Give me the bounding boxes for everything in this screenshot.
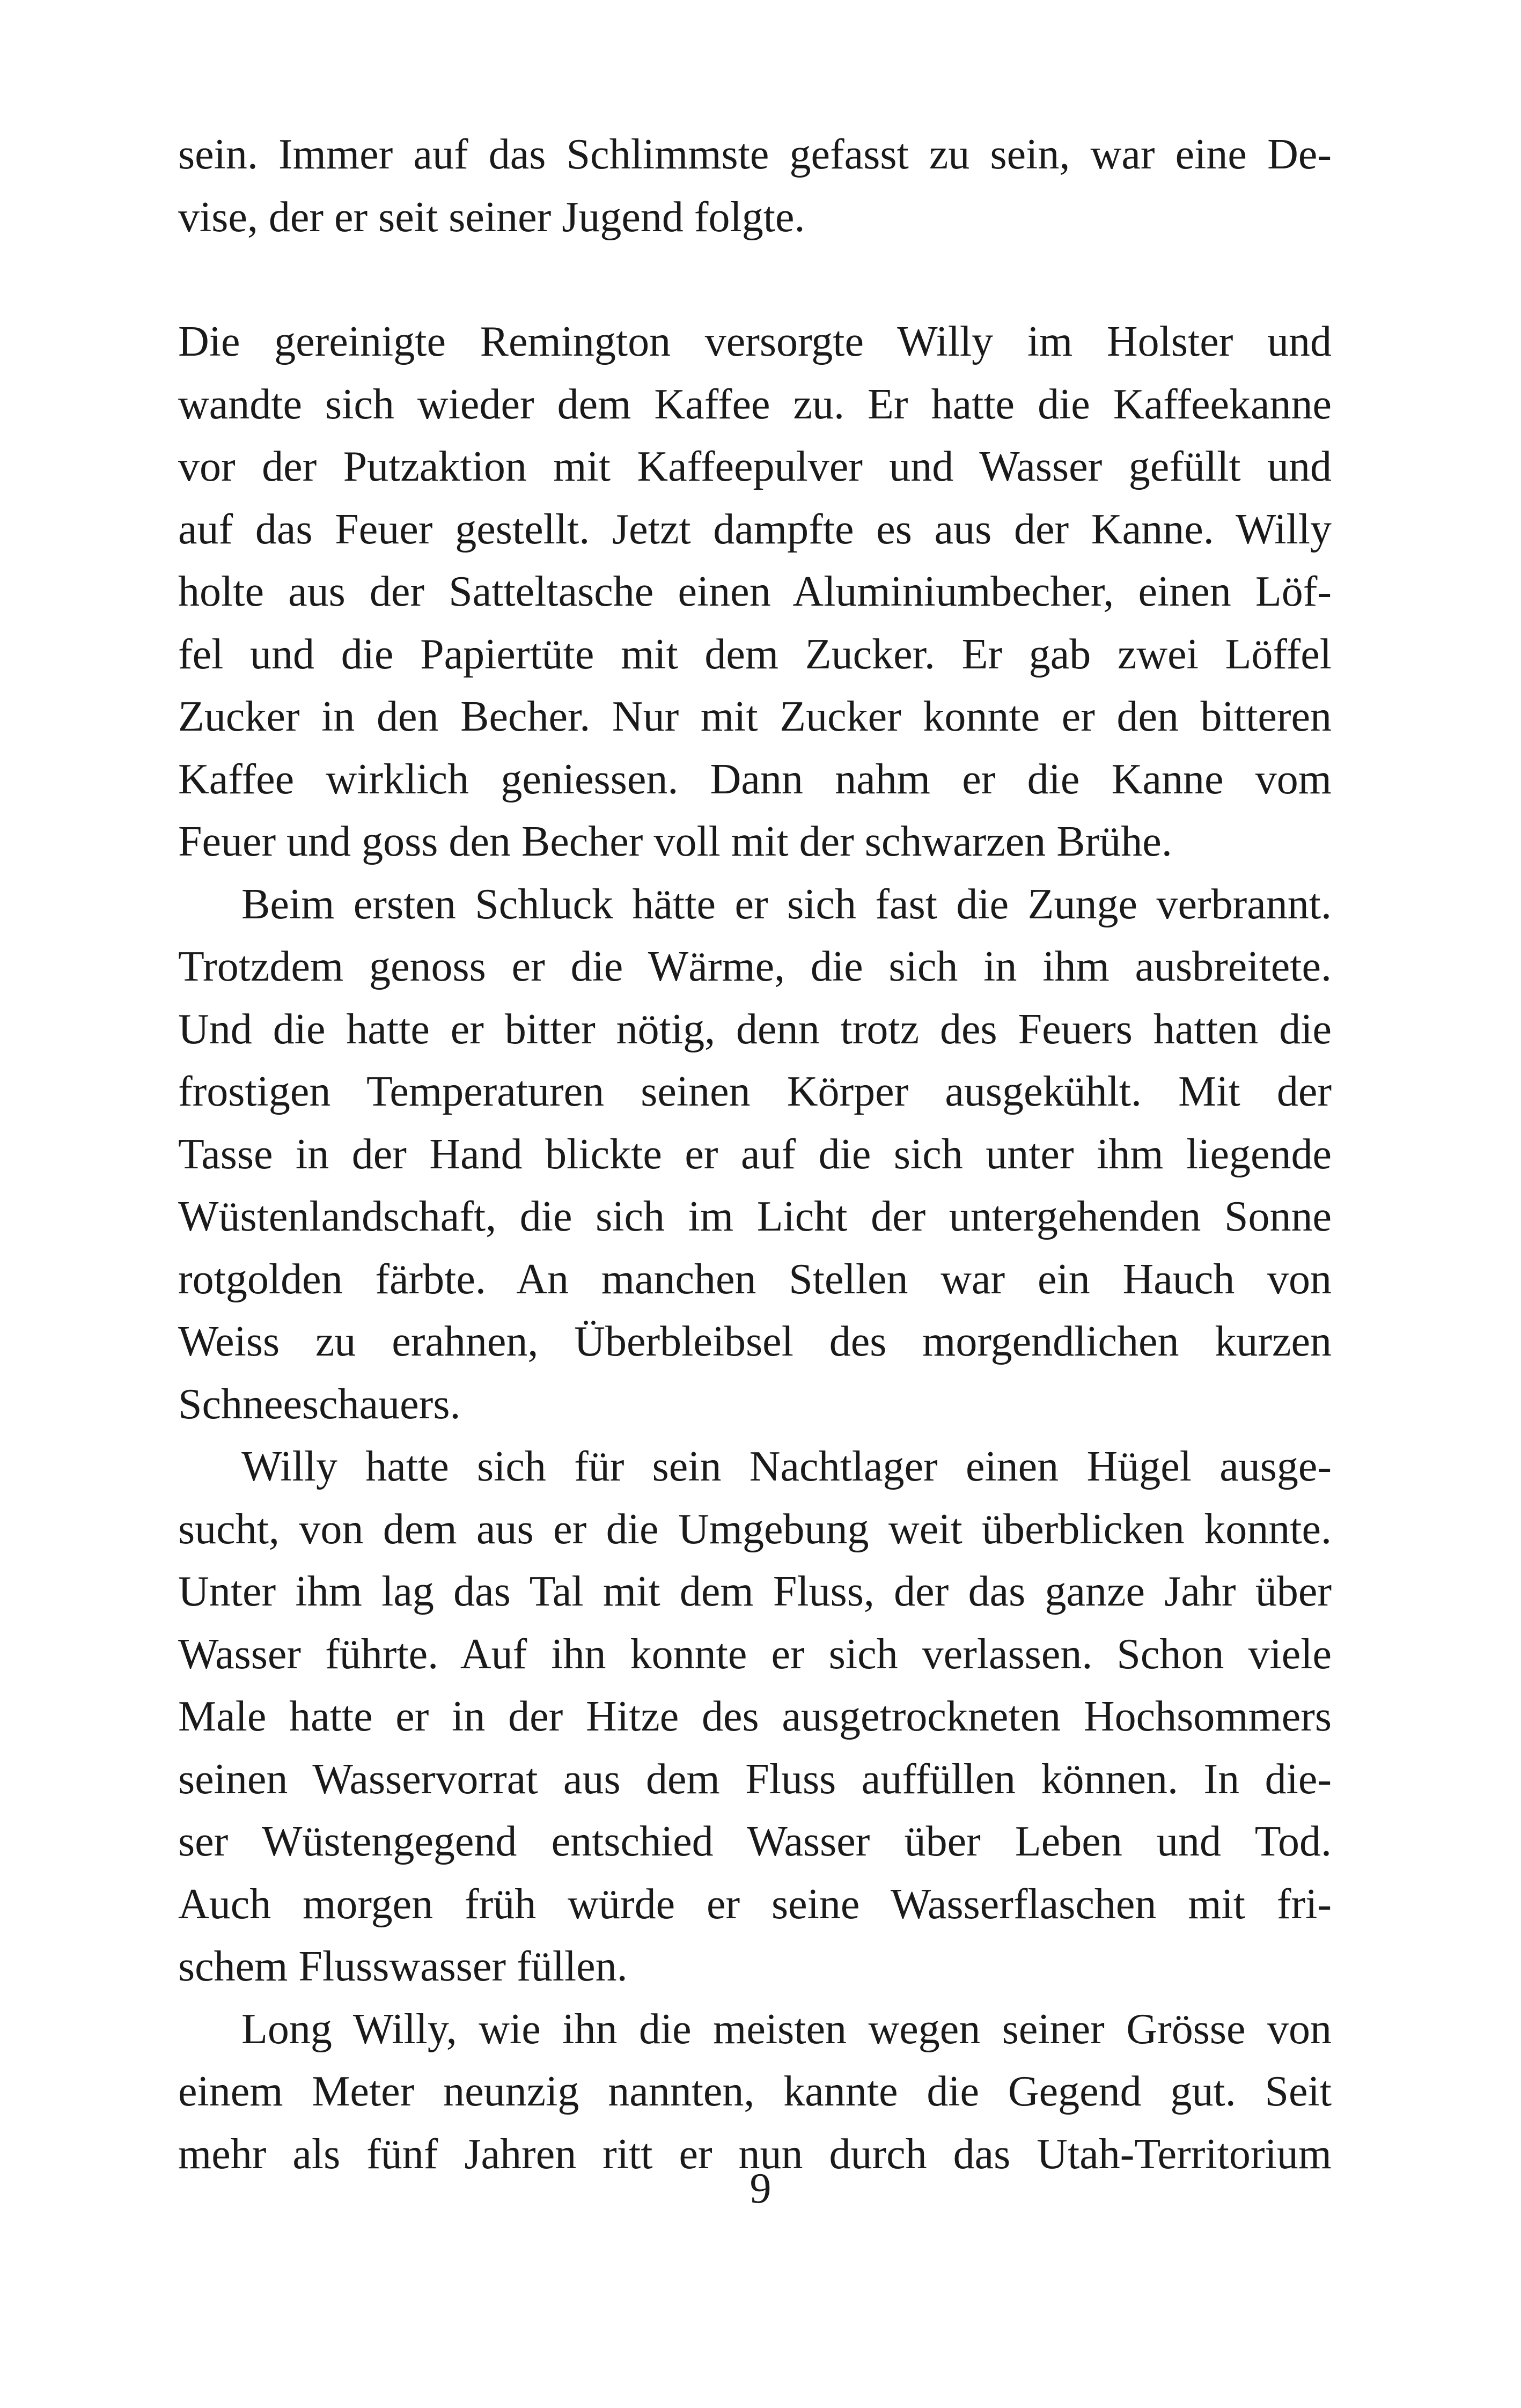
text-line: Zucker in den Becher. Nur mit Zucker konnte er den bitteren: [178, 693, 1332, 740]
page-number: 9: [750, 2165, 771, 2212]
text-line: mehr als fünf Jahren ritt er nun durch das Utah-Territorium: [178, 2130, 1332, 2178]
text-line: holte aus der Satteltasche einen Aluminiumbecher, einen Löf-: [178, 568, 1332, 615]
text-line: ser Wüstengegend entschied Wasser über Leben und Tod.: [178, 1818, 1332, 1865]
paragraph: [178, 1998, 1332, 2186]
paragraph: [178, 1435, 1332, 1998]
text-line: Wüstenlandschaft, die sich im Licht der untergehenden Sonne: [178, 1193, 1332, 1240]
paragraph: [178, 873, 1332, 1436]
text-line: Willy hatte sich für sein Nachtlager einen Hügel ausge-: [241, 1443, 1332, 1490]
paragraph: [178, 123, 1332, 248]
text-line: auf das Feuer gestellt. Jetzt dampfte es aus der Kanne. Willy: [178, 505, 1332, 553]
text-line: Tasse in der Hand blickte er auf die sich unter ihm liegende: [178, 1130, 1332, 1178]
text-line: Und die hatte er bitter nötig, denn trotz des Feuers hatten die: [178, 1005, 1332, 1053]
paragraph-gap: [178, 248, 1332, 311]
text-line: vise, der er seit seiner Jugend folgte.: [178, 193, 805, 241]
text-line: seinen Wasservorrat aus dem Fluss auffüllen können. In die-: [178, 1755, 1332, 1803]
text-line: vor der Putzaktion mit Kaffeepulver und Wasser gefüllt und: [178, 443, 1332, 490]
text-line: sucht, von dem aus er die Umgebung weit überblicken konnte.: [178, 1505, 1332, 1553]
text-line: Unter ihm lag das Tal mit dem Fluss, der das ganze Jahr über: [178, 1568, 1332, 1615]
text-line: Feuer und goss den Becher voll mit der schwarzen Brühe.: [178, 818, 1172, 865]
text-line: Long Willy, wie ihn die meisten wegen seiner Grösse von: [241, 2005, 1332, 2053]
text-line: schem Flusswasser füllen.: [178, 1943, 628, 1990]
text-line: einem Meter neunzig nannten, kannte die Gegend gut. Seit: [178, 2068, 1332, 2115]
text-line: fel und die Papiertüte mit dem Zucker. Er gab zwei Löffel: [178, 630, 1332, 678]
text-line: Beim ersten Schluck hätte er sich fast die Zunge verbrannt.: [241, 880, 1332, 928]
text-line: Auch morgen früh würde er seine Wasserflaschen mit fri-: [178, 1880, 1332, 1928]
book-page: [178, 123, 1332, 2185]
text-line: rotgolden färbte. An manchen Stellen war ein Hauch von: [178, 1255, 1332, 1303]
text-line: Kaffee wirklich geniessen. Dann nahm er die Kanne vom: [178, 755, 1332, 803]
text-line: frostigen Temperaturen seinen Körper ausgekühlt. Mit der: [178, 1068, 1332, 1115]
text-line: Schneeschauers.: [178, 1380, 461, 1428]
text-line: Die gereinigte Remington versorgte Willy im Holster und: [178, 318, 1332, 365]
text-line: Male hatte er in der Hitze des ausgetrockneten Hochsommers: [178, 1693, 1332, 1740]
text-line: wandte sich wieder dem Kaffee zu. Er hatte die Kaffeekanne: [178, 380, 1332, 428]
text-line: Weiss zu erahnen, Überbleibsel des morgendlichen kurzen: [178, 1318, 1332, 1365]
text-line: Wasser führte. Auf ihn konnte er sich verlassen. Schon viele: [178, 1630, 1332, 1678]
text-line: Trotzdem genoss er die Wärme, die sich in ihm ausbreitete.: [178, 943, 1332, 990]
paragraph: [178, 311, 1332, 873]
text-line: sein. Immer auf das Schlimmste gefasst zu sein, war eine De-: [178, 131, 1332, 178]
